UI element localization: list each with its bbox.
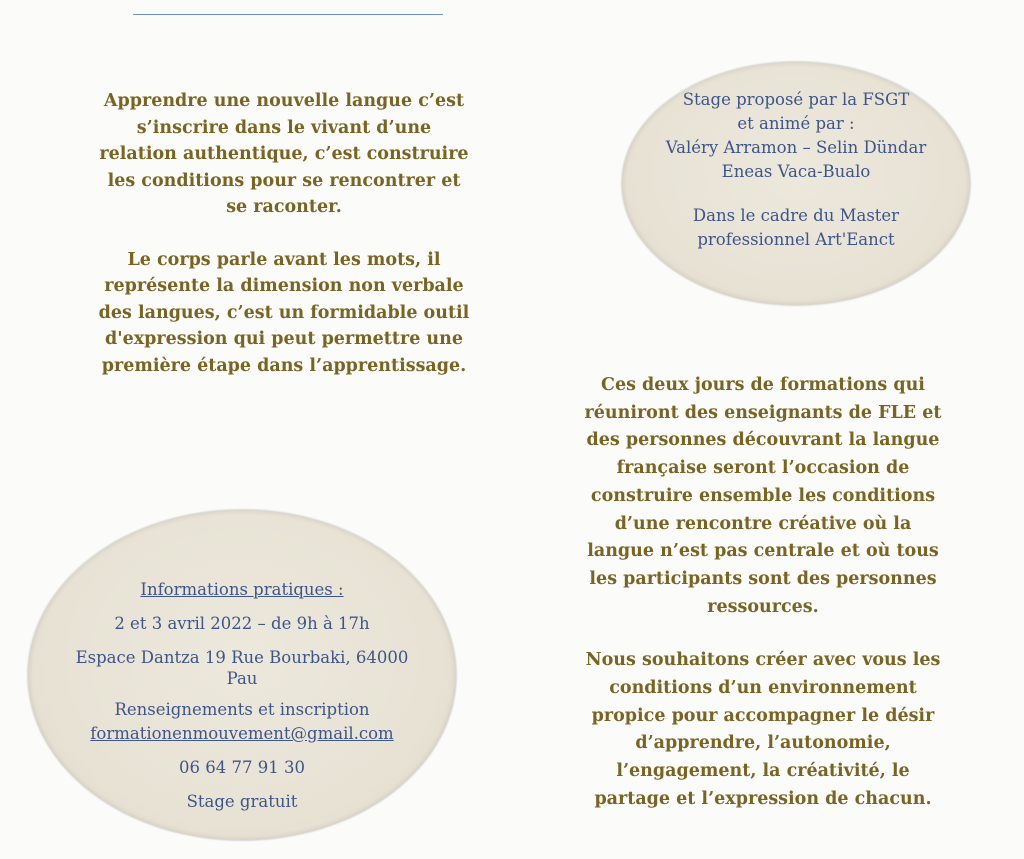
stage-animators: Eneas Vaca-Bualo [721, 162, 871, 181]
intro-line: les conditions pour se rencontrer et [107, 170, 461, 191]
price-note: Stage gratuit [186, 792, 298, 811]
formation-line: ressources. [707, 596, 819, 617]
formation-line: langue n’est pas centrale et où tous [587, 541, 939, 562]
formation-line: partage et l’expression de chacun. [594, 788, 932, 809]
intro-line: relation authentique, c’est construire [99, 144, 469, 164]
formation-line: d’apprendre, l’autonomie, [635, 733, 891, 754]
stage-animated-by: et animé par : [737, 114, 855, 133]
intro-line: s’inscrire dans le vivant d’une [136, 117, 432, 138]
stage-framework: Dans le cadre du Master [692, 206, 900, 225]
formation-line: les participants sont des personnes [589, 568, 937, 589]
formation-line: Nous souhaitons créer avec vous les [585, 650, 941, 671]
formation-line: des personnes découvrant la langue [586, 430, 940, 451]
practical-info-circle [28, 510, 456, 840]
event-address: Espace Dantza 19 Rue Bourbaki, 64000 [75, 648, 409, 667]
contact-label: Renseignements et inscription [114, 700, 370, 719]
top-divider [133, 14, 443, 15]
practical-info-heading: Informations pratiques : [140, 580, 344, 599]
stage-proposer: Stage proposé par la FSGT [682, 90, 910, 109]
event-city: Pau [226, 669, 258, 688]
event-dates: 2 et 3 avril 2022 – de 9h à 17h [114, 614, 370, 633]
formation-line: conditions d’un environnement [609, 678, 917, 699]
intro-line: se raconter. [226, 197, 342, 217]
intro-line: première étape dans l’apprentissage. [101, 355, 467, 376]
stage-info-text [622, 88, 970, 252]
formation-line: construire ensemble les conditions [590, 485, 936, 506]
contact-phone: 06 64 77 91 30 [179, 758, 305, 777]
formation-line: française seront l’occasion de [616, 458, 910, 479]
formation-text [538, 372, 988, 814]
contact-email-link[interactable]: formationenmouvement@gmail.com [90, 724, 394, 743]
intro-line: Le corps parle avant les mots, il [127, 249, 441, 270]
intro-line: Apprendre une nouvelle langue c’est [103, 91, 465, 111]
intro-line: des langues, c’est un formidable outil [98, 302, 470, 323]
formation-line: propice pour accompagner le désir [591, 705, 935, 726]
practical-info-text [28, 578, 456, 814]
stage-animators: Valéry Arramon – Selin Dündar [665, 138, 927, 157]
formation-line: Ces deux jours de formations qui [601, 375, 925, 395]
formation-line: l’engagement, la créativité, le [616, 761, 910, 782]
formation-line: réuniront des enseignants de FLE et [584, 402, 942, 423]
stage-framework: professionnel Art'Eanct [697, 230, 895, 249]
stage-info-circle [622, 62, 970, 305]
intro-line: représente la dimension non verbale [104, 276, 464, 296]
intro-text [58, 88, 510, 379]
formation-line: d’une rencontre créative où la [614, 513, 912, 534]
intro-line: d'expression qui peut permettre une [105, 329, 463, 349]
